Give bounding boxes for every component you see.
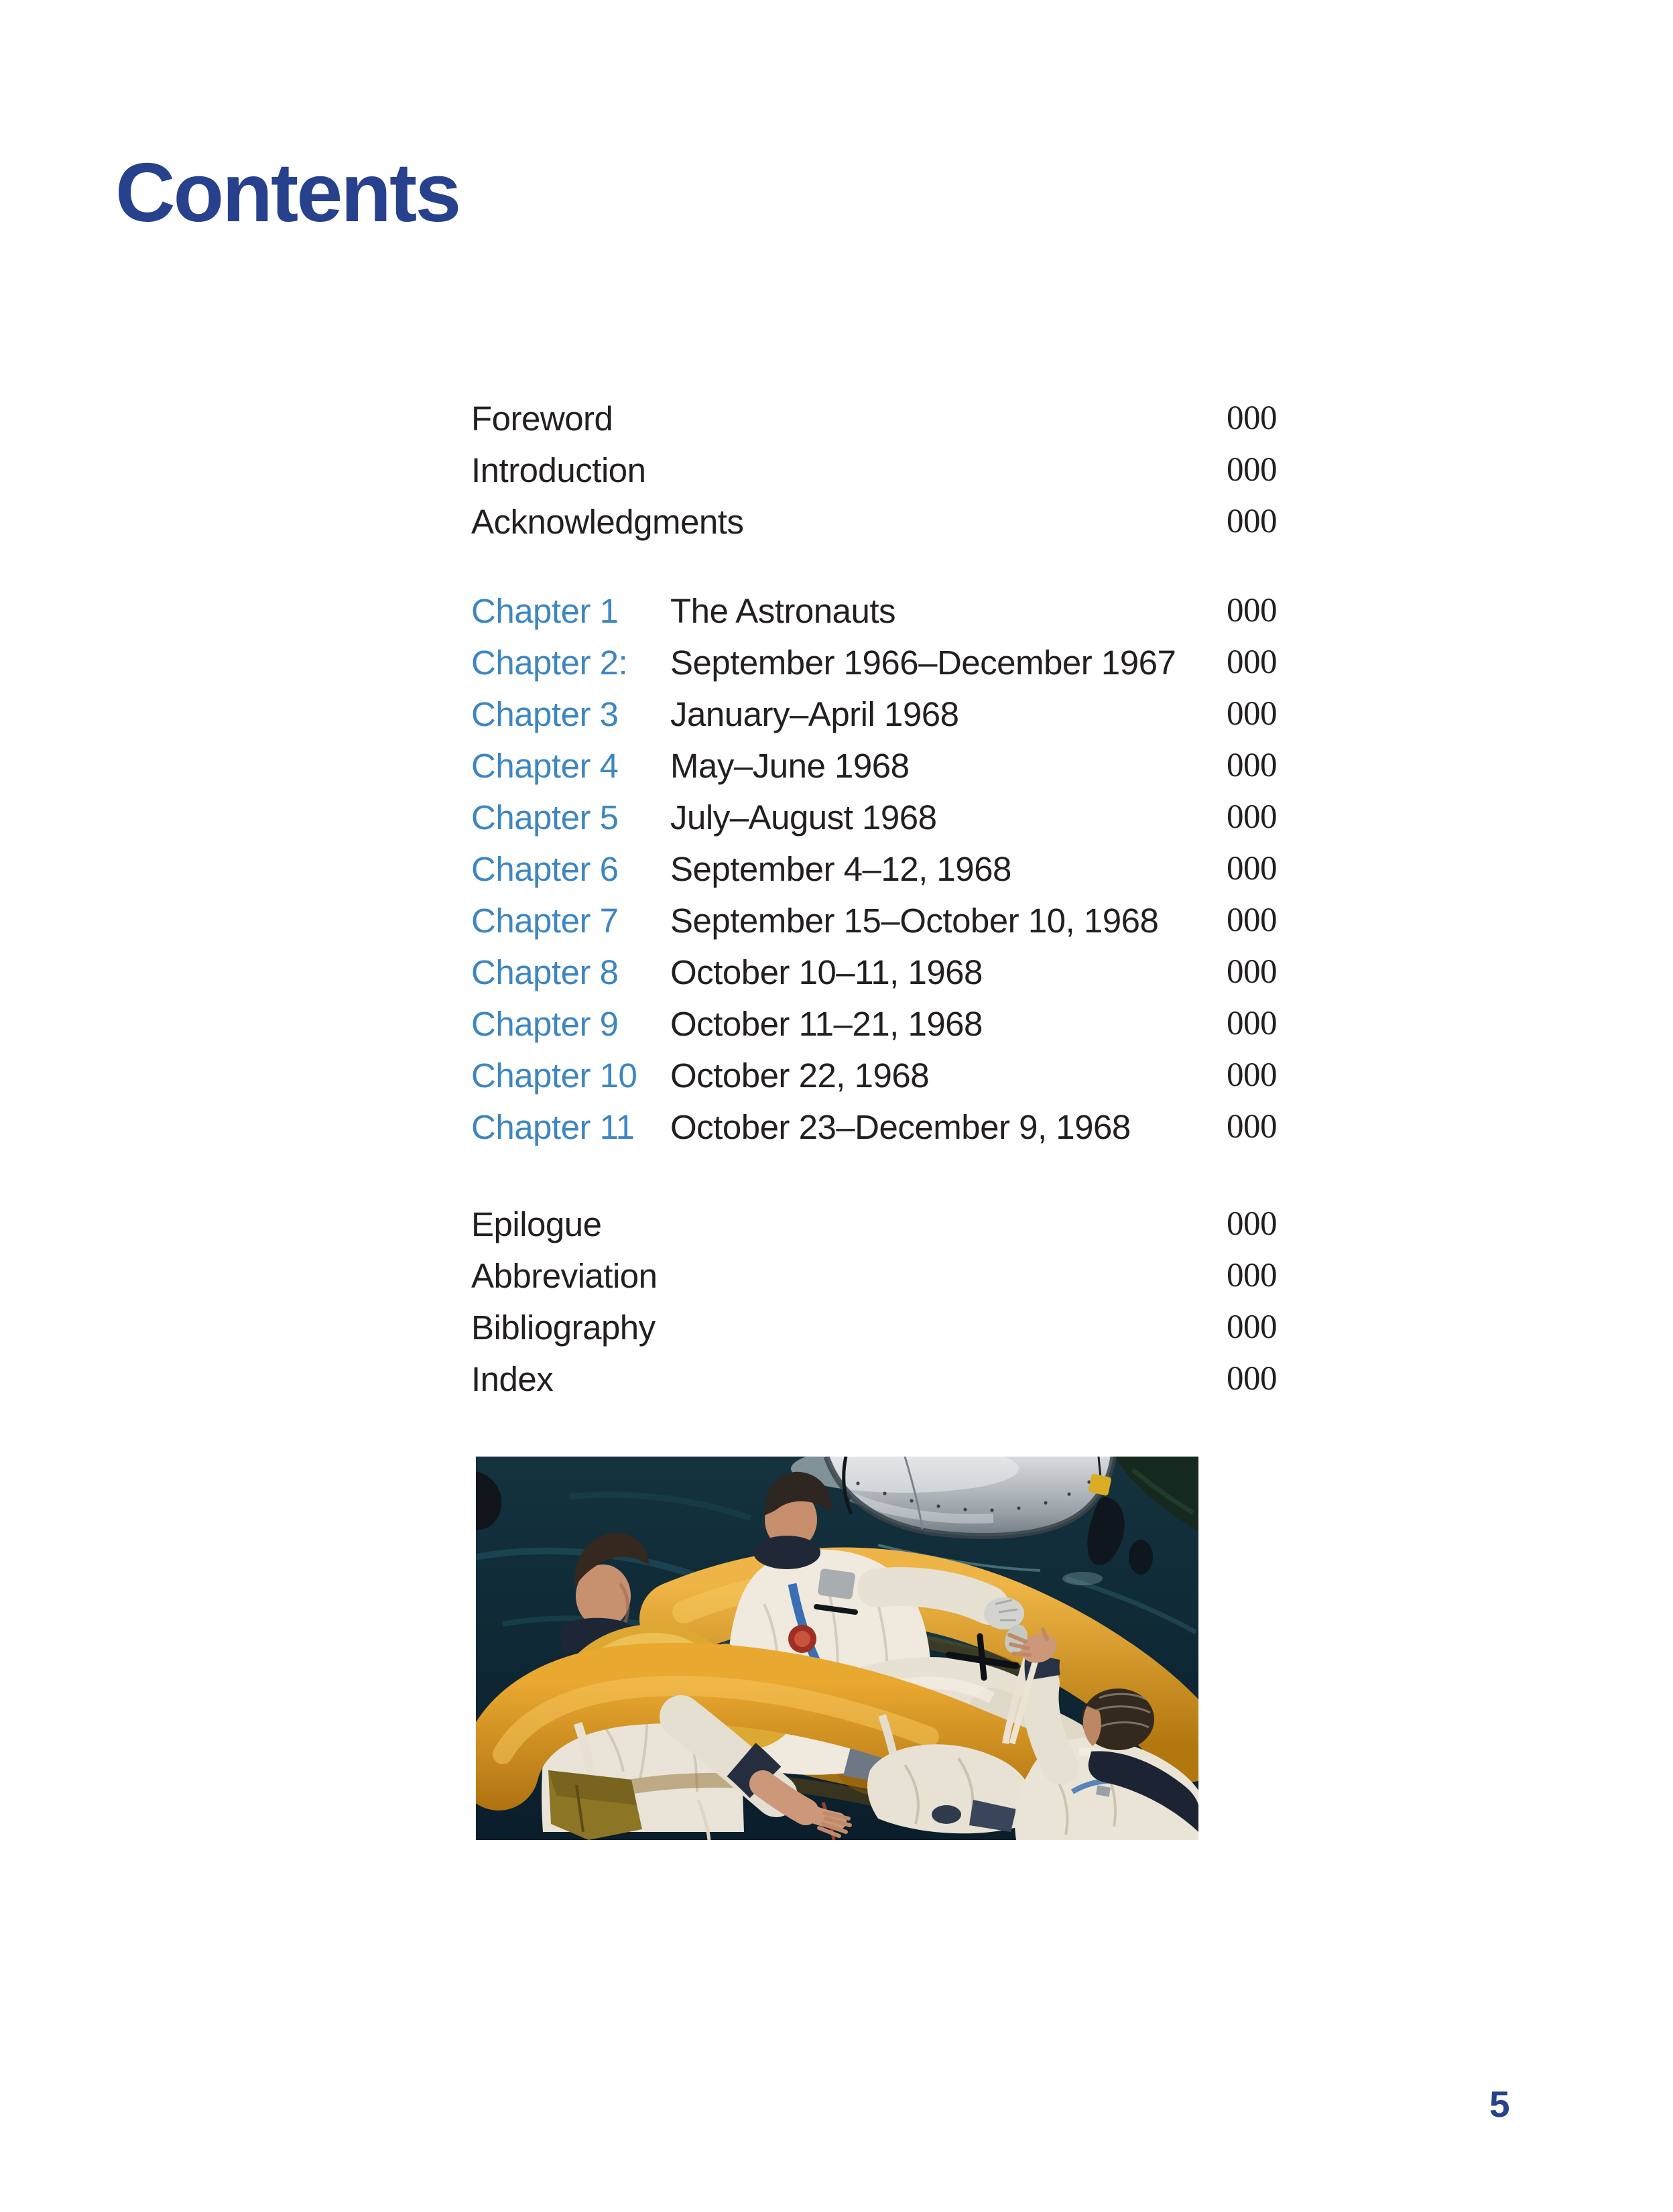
toc-row	[471, 393, 1277, 444]
toc-row	[471, 843, 1277, 895]
toc-row	[471, 946, 1277, 998]
toc-row	[471, 496, 1277, 548]
chapter-title: The Astronauts	[670, 592, 896, 630]
chapter-title: May–June 1968	[670, 747, 910, 785]
back-matter-label: Bibliography	[471, 1308, 656, 1347]
page-title: Contents	[115, 147, 460, 239]
page-number: 000	[1227, 451, 1277, 489]
chapter-label: Chapter 11	[471, 1108, 635, 1146]
page-number: 000	[1227, 400, 1277, 437]
chapter-label: Chapter 8	[471, 953, 619, 991]
toc-row	[471, 1199, 1277, 1250]
toc-row	[471, 637, 1277, 688]
page-number: 000	[1227, 1205, 1277, 1243]
back-matter-label: Index	[471, 1360, 554, 1398]
toc-row	[471, 740, 1277, 792]
back-matter-label: Epilogue	[471, 1205, 602, 1243]
chapter-label: Chapter 5	[471, 798, 619, 837]
front-matter-label: Foreword	[471, 400, 613, 438]
toc-row	[471, 998, 1277, 1050]
page-number: 000	[1227, 503, 1277, 540]
chapter-title: October 22, 1968	[670, 1056, 930, 1095]
chapter-title: October 10–11, 1968	[670, 953, 983, 991]
toc-row	[471, 792, 1277, 843]
chapter-label: Chapter 6	[471, 850, 619, 888]
toc-row	[471, 1050, 1277, 1101]
chapter-title: January–April 1968	[670, 695, 959, 733]
page-number: 000	[1227, 1308, 1277, 1346]
toc-row	[471, 895, 1277, 946]
page-number: 000	[1227, 695, 1277, 733]
page-number: 000	[1227, 1056, 1277, 1094]
chapter-label: Chapter 10	[471, 1056, 637, 1095]
chapter-title: October 23–December 9, 1968	[670, 1108, 1131, 1146]
section-gap	[471, 1153, 1277, 1199]
chapter-label: Chapter 9	[471, 1005, 619, 1043]
page-number: 000	[1227, 1257, 1277, 1294]
chapter-label: Chapter 7	[471, 902, 619, 940]
chapter-label: Chapter 1	[471, 592, 619, 630]
page-number: 000	[1227, 643, 1277, 681]
toc-row	[471, 1302, 1277, 1353]
page-number: 000	[1227, 798, 1277, 836]
chapter-title: October 11–21, 1968	[670, 1005, 983, 1043]
crew-raft-photo	[476, 1457, 1198, 1840]
toc-row	[471, 1250, 1277, 1302]
toc-row	[471, 688, 1277, 740]
page-number: 000	[1227, 592, 1277, 629]
toc-row	[471, 444, 1277, 496]
front-matter-label: Acknowledgments	[471, 503, 744, 541]
page-number: 000	[1227, 902, 1277, 939]
page-number: 000	[1227, 1005, 1277, 1042]
chapter-label: Chapter 4	[471, 747, 619, 785]
toc-row	[471, 1101, 1277, 1153]
chapter-title: July–August 1968	[670, 798, 937, 837]
page-number: 000	[1227, 1360, 1277, 1398]
page-number: 000	[1227, 850, 1277, 887]
chapter-title: September 1966–December 1967	[670, 643, 1176, 682]
crew-raft-photo-illustration	[476, 1457, 1198, 1840]
chapter-label: Chapter 3	[471, 695, 619, 733]
page-number: 000	[1227, 1108, 1277, 1146]
page-number: 000	[1227, 953, 1277, 991]
toc-row	[471, 1353, 1277, 1405]
table-of-contents	[471, 393, 1277, 1405]
chapter-label: Chapter 2:	[471, 643, 628, 682]
chapter-title: September 15–October 10, 1968	[670, 902, 1159, 940]
section-gap	[471, 548, 1277, 585]
toc-row	[471, 585, 1277, 637]
front-matter-label: Introduction	[471, 451, 646, 489]
folio-page-number: 5	[1489, 2083, 1510, 2125]
chapter-title: September 4–12, 1968	[670, 850, 1011, 888]
back-matter-label: Abbreviation	[471, 1257, 658, 1295]
page-number: 000	[1227, 747, 1277, 784]
